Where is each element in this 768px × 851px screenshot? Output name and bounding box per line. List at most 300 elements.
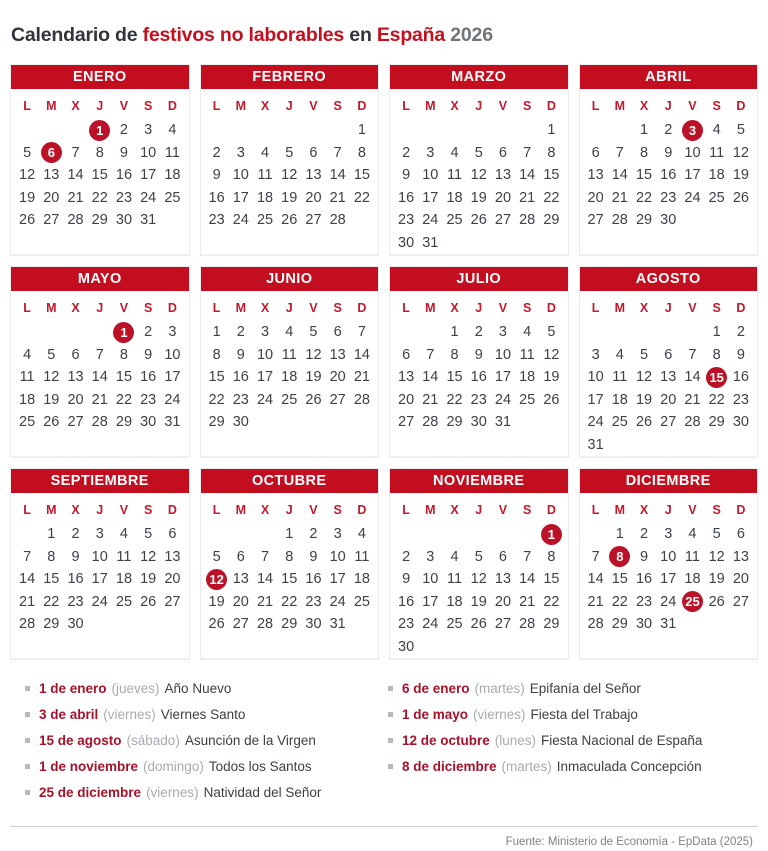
holidays-legend bbox=[14, 681, 754, 811]
date-cell: 29 bbox=[281, 616, 298, 633]
days-grid bbox=[390, 321, 568, 457]
weekday-label: S bbox=[712, 502, 721, 517]
date-cell: 24 bbox=[422, 616, 439, 633]
month-title: SEPTIEMBRE bbox=[11, 469, 189, 493]
weekday-label: S bbox=[712, 300, 721, 315]
empty-cell bbox=[229, 232, 253, 255]
date-cell: 2 bbox=[144, 324, 153, 341]
empty-cell bbox=[491, 636, 515, 659]
empty-cell bbox=[15, 232, 39, 255]
date-cell: 17 bbox=[164, 369, 181, 386]
empty-cell bbox=[539, 434, 563, 457]
date-cell: 14 bbox=[19, 571, 36, 588]
empty-cell bbox=[88, 232, 112, 255]
legend-holiday-name: Asunción de la Virgen bbox=[184, 733, 316, 748]
holiday-circle: 8 bbox=[609, 546, 630, 567]
date-cell: 8 bbox=[95, 144, 104, 161]
empty-cell bbox=[15, 523, 39, 546]
empty-cell bbox=[326, 636, 350, 659]
date-cell: 22 bbox=[708, 391, 725, 408]
date-cell: 4 bbox=[712, 122, 721, 139]
date-cell: 5 bbox=[547, 324, 556, 341]
date-cell: 16 bbox=[732, 369, 749, 386]
date-cell: 27 bbox=[329, 391, 346, 408]
empty-cell bbox=[394, 434, 418, 457]
empty-cell bbox=[301, 636, 325, 659]
empty-cell bbox=[442, 434, 466, 457]
date-cell: 11 bbox=[684, 548, 700, 565]
empty-cell bbox=[491, 523, 515, 546]
date-cell: 8 bbox=[212, 346, 221, 363]
weekday-label: X bbox=[450, 502, 459, 517]
date-cell: 21 bbox=[353, 369, 370, 386]
weekday-label: D bbox=[357, 502, 367, 517]
empty-cell bbox=[680, 321, 704, 344]
weekday-label: V bbox=[309, 98, 318, 113]
date-cell: 6 bbox=[498, 144, 507, 161]
empty-cell bbox=[136, 434, 160, 457]
date-cell: 11 bbox=[447, 571, 463, 588]
weekday-label: X bbox=[260, 502, 270, 517]
empty-cell bbox=[301, 434, 325, 457]
weekday-label: J bbox=[285, 98, 293, 113]
date-cell: 21 bbox=[587, 593, 604, 610]
date-cell: 14 bbox=[256, 571, 274, 588]
weekday-header-row bbox=[390, 89, 568, 119]
date-cell: 24 bbox=[587, 414, 604, 431]
date-cell: 2 bbox=[212, 144, 221, 161]
date-cell: 18 bbox=[446, 189, 463, 206]
weekday-label: L bbox=[591, 98, 600, 113]
legend-date: 15 de agosto bbox=[39, 733, 122, 748]
empty-cell bbox=[491, 434, 515, 457]
date-cell: 2 bbox=[402, 144, 411, 161]
month-enero bbox=[10, 64, 190, 256]
weekday-label: V bbox=[309, 502, 318, 517]
date-cell: 10 bbox=[660, 548, 677, 565]
empty-cell bbox=[88, 613, 112, 636]
weekday-label: L bbox=[23, 300, 31, 315]
empty-cell bbox=[442, 232, 466, 255]
weekday-label: D bbox=[736, 300, 746, 315]
empty-cell bbox=[515, 636, 539, 659]
weekday-label: J bbox=[285, 300, 293, 315]
legend-weekday: (lunes) bbox=[494, 733, 537, 748]
date-cell: 13 bbox=[494, 167, 512, 184]
empty-cell bbox=[253, 119, 277, 142]
days-grid bbox=[11, 119, 189, 255]
empty-cell bbox=[705, 209, 729, 232]
weekday-label: V bbox=[119, 502, 129, 517]
date-cell: 27 bbox=[660, 414, 677, 431]
date-cell: 18 bbox=[353, 571, 370, 588]
weekday-label: M bbox=[235, 98, 247, 113]
month-title: AGOSTO bbox=[580, 267, 758, 291]
empty-cell bbox=[467, 636, 491, 659]
date-cell: 12 bbox=[470, 571, 487, 588]
date-cell: 6 bbox=[664, 346, 673, 363]
date-cell: 4 bbox=[450, 548, 459, 565]
date-cell: 23 bbox=[67, 593, 84, 610]
empty-cell bbox=[539, 232, 563, 255]
date-cell: 28 bbox=[256, 616, 274, 633]
date-cell: 16 bbox=[140, 369, 157, 386]
empty-cell bbox=[584, 636, 608, 659]
empty-cell bbox=[350, 636, 374, 659]
date-cell: 22 bbox=[43, 593, 60, 610]
legend-item bbox=[25, 733, 384, 748]
empty-cell bbox=[608, 232, 632, 255]
date-cell: 30 bbox=[635, 616, 653, 633]
date-cell: 11 bbox=[116, 548, 132, 565]
holiday-date bbox=[39, 142, 63, 165]
date-cell: 20 bbox=[660, 391, 677, 408]
weekday-label: X bbox=[450, 300, 459, 315]
holiday-date bbox=[539, 523, 563, 546]
date-cell: 16 bbox=[470, 369, 487, 386]
date-cell: 12 bbox=[281, 167, 298, 184]
weekday-label: M bbox=[235, 502, 247, 517]
date-cell: 11 bbox=[281, 346, 297, 363]
date-cell: 29 bbox=[91, 212, 108, 229]
weekday-header-row bbox=[11, 291, 189, 321]
date-cell: 6 bbox=[498, 548, 507, 565]
date-cell: 14 bbox=[519, 571, 536, 588]
weekday-label: D bbox=[546, 502, 556, 517]
holiday-date bbox=[608, 546, 632, 569]
date-cell: 17 bbox=[91, 571, 108, 588]
date-cell: 17 bbox=[256, 369, 274, 386]
date-cell: 29 bbox=[708, 414, 725, 431]
date-cell: 5 bbox=[712, 526, 721, 543]
date-cell: 13 bbox=[67, 369, 84, 386]
date-cell: 28 bbox=[91, 414, 108, 431]
weekday-label: V bbox=[309, 300, 318, 315]
square-bullet-icon bbox=[388, 686, 393, 691]
date-cell: 18 bbox=[708, 167, 725, 184]
date-cell: 25 bbox=[611, 414, 628, 431]
empty-cell bbox=[442, 636, 466, 659]
date-cell: 25 bbox=[519, 391, 536, 408]
date-cell: 4 bbox=[119, 526, 128, 543]
title-bar bbox=[0, 0, 768, 47]
date-cell: 16 bbox=[305, 571, 322, 588]
date-cell: 23 bbox=[398, 212, 415, 229]
date-cell: 22 bbox=[281, 593, 298, 610]
date-cell: 13 bbox=[398, 369, 415, 386]
weekday-label: D bbox=[546, 98, 556, 113]
date-cell: 11 bbox=[519, 346, 535, 363]
date-cell: 29 bbox=[43, 616, 60, 633]
date-cell: 10 bbox=[256, 346, 274, 363]
date-cell: 5 bbox=[212, 548, 221, 565]
date-cell: 15 bbox=[611, 571, 628, 588]
month-diciembre bbox=[579, 468, 759, 660]
date-cell: 6 bbox=[71, 346, 80, 363]
date-cell: 3 bbox=[236, 144, 245, 161]
weekday-label: M bbox=[425, 98, 436, 113]
empty-cell bbox=[160, 636, 184, 659]
date-cell: 17 bbox=[422, 593, 439, 610]
date-cell: 19 bbox=[708, 571, 725, 588]
legend-date: 1 de mayo bbox=[402, 707, 469, 722]
holiday-date bbox=[680, 119, 704, 142]
square-bullet-icon bbox=[388, 764, 393, 769]
date-cell: 2 bbox=[236, 324, 245, 341]
square-bullet-icon bbox=[388, 712, 393, 717]
empty-cell bbox=[39, 119, 63, 142]
date-cell: 22 bbox=[115, 391, 133, 408]
date-cell: 30 bbox=[470, 414, 487, 431]
date-cell: 6 bbox=[236, 548, 245, 565]
date-cell: 18 bbox=[446, 593, 463, 610]
date-cell: 25 bbox=[164, 189, 181, 206]
empty-cell bbox=[729, 209, 753, 232]
date-cell: 15 bbox=[115, 369, 133, 386]
legend-item bbox=[25, 681, 384, 696]
empty-cell bbox=[63, 119, 87, 142]
date-cell: 9 bbox=[402, 167, 411, 184]
date-cell: 3 bbox=[591, 346, 600, 363]
date-cell: 4 bbox=[688, 526, 697, 543]
date-cell: 27 bbox=[398, 414, 415, 431]
empty-cell bbox=[394, 523, 418, 546]
empty-cell bbox=[608, 434, 632, 457]
date-cell: 12 bbox=[708, 548, 725, 565]
days-grid bbox=[390, 119, 568, 255]
empty-cell bbox=[705, 232, 729, 255]
legend-holiday-name: Viernes Santo bbox=[160, 707, 246, 722]
date-cell: 24 bbox=[660, 593, 677, 610]
month-title: JUNIO bbox=[201, 267, 379, 291]
empty-cell bbox=[442, 119, 466, 142]
legend-date: 25 de diciembre bbox=[39, 785, 142, 800]
date-cell: 14 bbox=[329, 167, 346, 184]
empty-cell bbox=[253, 232, 277, 255]
weekday-label: M bbox=[425, 502, 436, 517]
empty-cell bbox=[39, 232, 63, 255]
date-cell: 22 bbox=[353, 189, 370, 206]
date-cell: 12 bbox=[140, 548, 157, 565]
date-cell: 10 bbox=[684, 144, 701, 161]
date-cell: 28 bbox=[67, 212, 84, 229]
title-part-year: 2026 bbox=[445, 24, 493, 46]
weekday-label: D bbox=[736, 502, 746, 517]
date-cell: 27 bbox=[67, 414, 84, 431]
empty-cell bbox=[136, 613, 160, 636]
date-cell: 8 bbox=[450, 346, 459, 363]
date-cell: 20 bbox=[494, 593, 512, 610]
date-cell: 9 bbox=[639, 548, 649, 565]
weekday-label: S bbox=[333, 300, 342, 315]
empty-cell bbox=[350, 209, 374, 232]
weekday-label: M bbox=[425, 300, 436, 315]
date-cell: 30 bbox=[115, 212, 133, 229]
weekday-label: S bbox=[144, 300, 153, 315]
date-cell: 26 bbox=[305, 391, 322, 408]
date-cell: 8 bbox=[285, 548, 294, 565]
date-cell: 16 bbox=[208, 189, 225, 206]
empty-cell bbox=[301, 411, 325, 434]
date-cell: 23 bbox=[305, 593, 322, 610]
empty-cell bbox=[394, 321, 418, 344]
weekday-label: J bbox=[664, 300, 672, 315]
empty-cell bbox=[205, 636, 229, 659]
weekday-label: S bbox=[523, 300, 532, 315]
date-cell: 21 bbox=[422, 391, 439, 408]
empty-cell bbox=[205, 119, 229, 142]
date-cell: 7 bbox=[426, 346, 435, 363]
date-cell: 7 bbox=[591, 548, 600, 565]
empty-cell bbox=[277, 434, 301, 457]
holiday-circle: 1 bbox=[113, 322, 134, 343]
empty-cell bbox=[680, 232, 704, 255]
empty-cell bbox=[112, 232, 136, 255]
date-cell: 18 bbox=[115, 571, 133, 588]
weekday-label: X bbox=[639, 502, 649, 517]
legend-weekday: (martes) bbox=[474, 681, 525, 696]
weekday-label: L bbox=[212, 300, 221, 315]
date-cell: 17 bbox=[422, 189, 439, 206]
date-cell: 8 bbox=[639, 144, 649, 161]
date-cell: 2 bbox=[402, 548, 411, 565]
weekday-header-row bbox=[201, 493, 379, 523]
date-cell: 1 bbox=[712, 324, 721, 341]
date-cell: 19 bbox=[43, 391, 60, 408]
weekday-label: L bbox=[591, 300, 600, 315]
date-cell: 7 bbox=[95, 346, 104, 363]
empty-cell bbox=[584, 321, 608, 344]
date-cell: 22 bbox=[543, 593, 560, 610]
empty-cell bbox=[539, 636, 563, 659]
empty-cell bbox=[229, 434, 253, 457]
date-cell: 12 bbox=[470, 167, 487, 184]
date-cell: 12 bbox=[305, 346, 322, 363]
empty-cell bbox=[15, 434, 39, 457]
month-title: NOVIEMBRE bbox=[390, 469, 568, 493]
date-cell: 25 bbox=[353, 593, 370, 610]
date-cell: 24 bbox=[140, 189, 157, 206]
date-cell: 19 bbox=[140, 571, 157, 588]
weekday-label: L bbox=[212, 502, 221, 517]
empty-cell bbox=[515, 232, 539, 255]
weekday-label: S bbox=[144, 98, 153, 113]
date-cell: 7 bbox=[357, 324, 366, 341]
square-bullet-icon bbox=[25, 790, 30, 795]
date-cell: 21 bbox=[67, 189, 84, 206]
date-cell: 10 bbox=[232, 167, 249, 184]
empty-cell bbox=[253, 523, 277, 546]
title-part-festivos: festivos no laborables bbox=[142, 24, 345, 46]
legend-date: 3 de abril bbox=[39, 707, 99, 722]
empty-cell bbox=[467, 232, 491, 255]
empty-cell bbox=[277, 232, 301, 255]
empty-cell bbox=[326, 411, 350, 434]
date-cell: 17 bbox=[329, 571, 346, 588]
date-cell: 6 bbox=[591, 144, 600, 161]
date-cell: 27 bbox=[587, 212, 604, 229]
date-cell: 23 bbox=[660, 189, 677, 206]
legend-item bbox=[25, 785, 384, 800]
empty-cell bbox=[467, 434, 491, 457]
date-cell: 22 bbox=[91, 189, 108, 206]
empty-cell bbox=[418, 119, 442, 142]
date-cell: 10 bbox=[140, 144, 157, 161]
legend-weekday: (viernes) bbox=[103, 707, 156, 722]
empty-cell bbox=[112, 636, 136, 659]
legend-weekday: (viernes) bbox=[146, 785, 199, 800]
date-cell: 28 bbox=[684, 414, 701, 431]
weekday-label: J bbox=[475, 98, 483, 113]
date-cell: 28 bbox=[519, 616, 536, 633]
weekday-label: D bbox=[357, 300, 367, 315]
weekday-label: J bbox=[664, 502, 672, 517]
date-cell: 14 bbox=[519, 167, 536, 184]
legend-weekday: (sábado) bbox=[126, 733, 180, 748]
empty-cell bbox=[229, 636, 253, 659]
date-cell: 10 bbox=[422, 167, 439, 184]
month-mayo bbox=[10, 266, 190, 458]
date-cell: 18 bbox=[164, 167, 181, 184]
date-cell: 11 bbox=[164, 144, 180, 161]
empty-cell bbox=[253, 636, 277, 659]
empty-cell bbox=[584, 523, 608, 546]
date-cell: 5 bbox=[23, 144, 32, 161]
date-cell: 1 bbox=[615, 526, 624, 543]
date-cell: 27 bbox=[43, 212, 60, 229]
square-bullet-icon bbox=[25, 686, 30, 691]
empty-cell bbox=[680, 434, 704, 457]
date-cell: 25 bbox=[19, 414, 36, 431]
date-cell: 23 bbox=[232, 391, 249, 408]
weekday-label: V bbox=[498, 300, 508, 315]
date-cell: 25 bbox=[446, 616, 463, 633]
date-cell: 8 bbox=[47, 548, 56, 565]
date-cell: 29 bbox=[115, 414, 133, 431]
date-cell: 4 bbox=[357, 526, 366, 543]
date-cell: 12 bbox=[635, 369, 653, 386]
date-cell: 22 bbox=[635, 189, 653, 206]
date-cell: 20 bbox=[329, 369, 346, 386]
date-cell: 13 bbox=[232, 571, 249, 588]
weekday-header-row bbox=[580, 493, 758, 523]
month-octubre bbox=[200, 468, 380, 660]
date-cell: 19 bbox=[543, 369, 560, 386]
legend-holiday-name: Inmaculada Concepción bbox=[556, 759, 702, 774]
date-cell: 20 bbox=[164, 571, 181, 588]
date-cell: 28 bbox=[587, 616, 604, 633]
empty-cell bbox=[63, 636, 87, 659]
empty-cell bbox=[729, 232, 753, 255]
date-cell: 26 bbox=[281, 212, 298, 229]
legend-date: 8 de diciembre bbox=[402, 759, 497, 774]
date-cell: 30 bbox=[67, 616, 84, 633]
date-cell: 10 bbox=[422, 571, 439, 588]
date-cell: 19 bbox=[470, 189, 487, 206]
date-cell: 8 bbox=[357, 144, 366, 161]
date-cell: 2 bbox=[71, 526, 80, 543]
weekday-label: X bbox=[450, 98, 459, 113]
empty-cell bbox=[350, 232, 374, 255]
holiday-circle: 25 bbox=[682, 591, 703, 612]
empty-cell bbox=[680, 209, 704, 232]
date-cell: 7 bbox=[23, 548, 32, 565]
date-cell: 27 bbox=[305, 212, 322, 229]
weekday-label: M bbox=[46, 300, 57, 315]
date-cell: 21 bbox=[611, 189, 628, 206]
weekday-label: V bbox=[688, 300, 697, 315]
date-cell: 15 bbox=[353, 167, 370, 184]
